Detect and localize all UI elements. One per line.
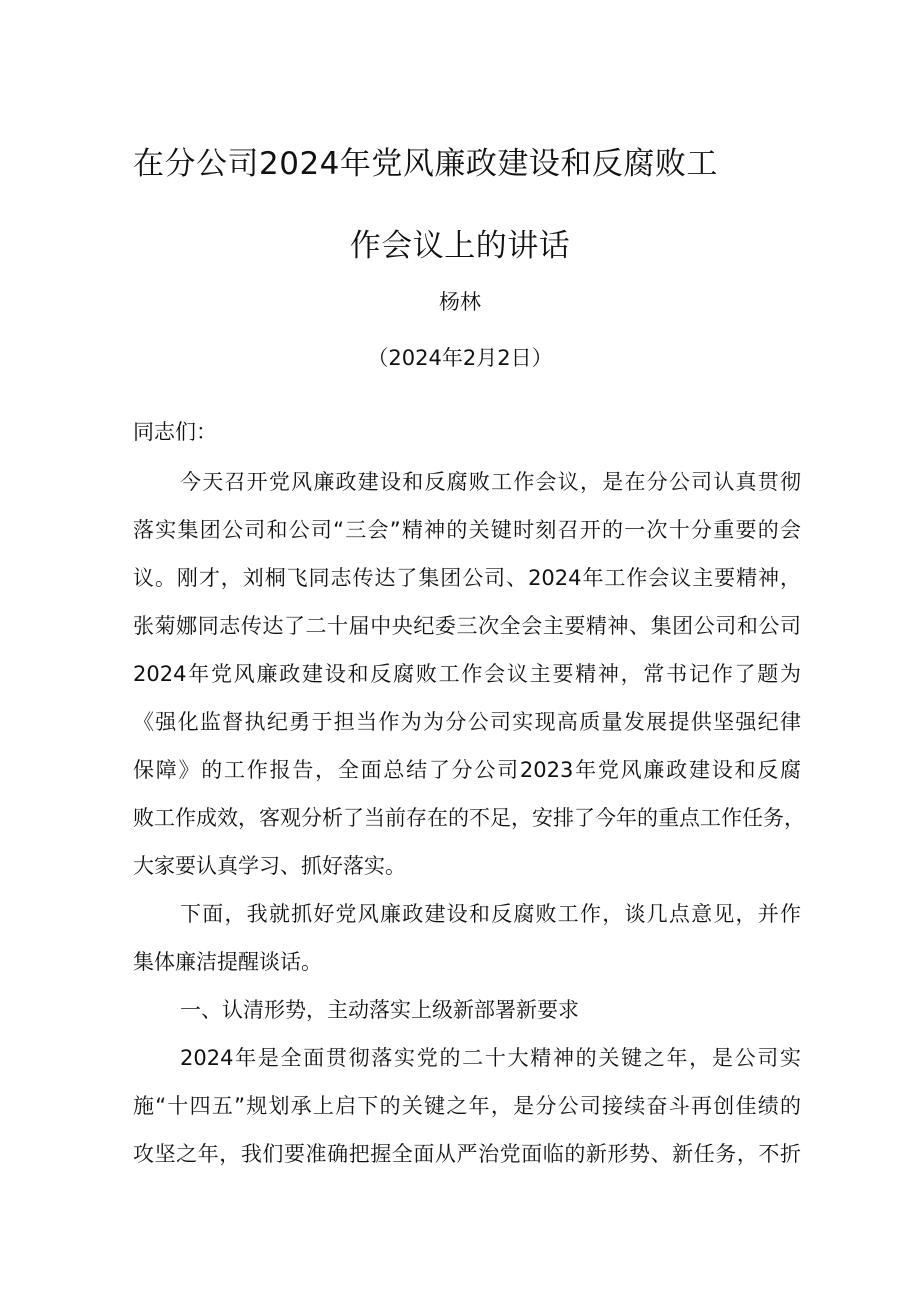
paragraph-3 bbox=[133, 1034, 801, 1178]
paragraph-line: 今天召开党风廉政建设和反腐败工作会议，是在分公司认真贯彻 bbox=[180, 470, 801, 494]
author-name: 杨林 bbox=[439, 290, 481, 314]
paragraph-line: 下面，我就抓好党风廉政建设和反腐败工作，谈几点意见，并作 bbox=[180, 902, 801, 926]
salutation: 同志们： bbox=[133, 420, 217, 444]
paragraph-2 bbox=[133, 890, 801, 986]
paragraph-line: 败工作成效，客观分析了当前存在的不足，安排了今年的重点工作任务， bbox=[133, 806, 805, 830]
document-title-line-1: 在分公司2024年党风廉政建设和反腐败工 bbox=[133, 146, 718, 182]
section-heading-text: 一、认清形势，主动落实上级新部署新要求 bbox=[180, 998, 579, 1022]
paragraph-line: 集体廉洁提醒谈话。 bbox=[133, 950, 322, 974]
paragraph-line: 2024年是全面贯彻落实党的二十大精神的关键之年，是公司实 bbox=[180, 1046, 801, 1070]
paragraph-line: 落实集团公司和公司“三会”精神的关键时刻召开的一次十分重要的会 bbox=[133, 518, 801, 542]
paragraph-line: 2024年党风廉政建设和反腐败工作会议主要精神，常书记作了题为 bbox=[133, 662, 801, 686]
paragraph-line: 保障》的工作报告，全面总结了分公司2023年党风廉政建设和反腐 bbox=[133, 758, 801, 782]
section-heading-1 bbox=[133, 986, 801, 1034]
paragraph-line: 大家要认真学习、抓好落实。 bbox=[133, 854, 406, 878]
paragraph-line: 《强化监督执纪勇于担当作为为分公司实现高质量发展提供坚强纪律 bbox=[133, 710, 801, 734]
paragraph-1 bbox=[133, 458, 805, 890]
paragraph-line: 议。刚才，刘桐飞同志传达了集团公司、2024年工作会议主要精神， bbox=[133, 566, 801, 590]
paragraph-line: 张菊娜同志传达了二十届中央纪委三次全会主要精神、集团公司和公司 bbox=[133, 614, 801, 638]
speech-date: （2024年2月2日） bbox=[367, 346, 553, 370]
paragraph-line: 施“十四五”规划承上启下的关键之年，是分公司接续奋斗再创佳绩的 bbox=[133, 1094, 801, 1118]
paragraph-line: 攻坚之年，我们要准确把握全面从严治党面临的新形势、新任务，不折 bbox=[133, 1142, 801, 1166]
document-title-line-2: 作会议上的讲话 bbox=[349, 228, 571, 264]
